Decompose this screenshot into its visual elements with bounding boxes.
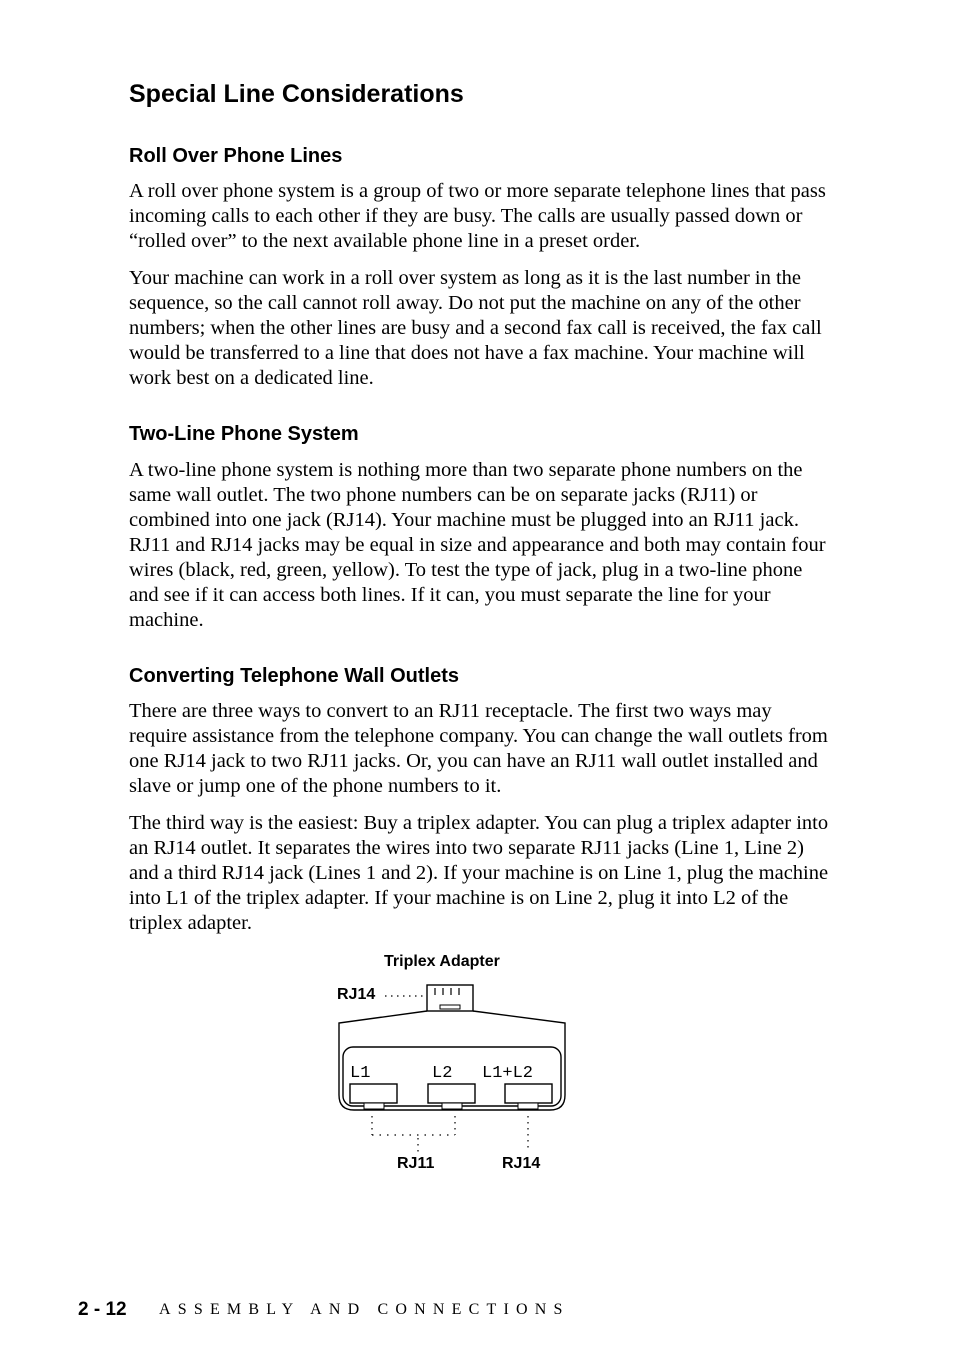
chapter-title: ASSEMBLY AND CONNECTIONS xyxy=(159,1301,570,1318)
jack-l1-l2-icon xyxy=(505,1084,552,1103)
page-title: Special Line Considerations xyxy=(129,80,464,108)
jack-l1-icon xyxy=(350,1084,397,1103)
jack-label-l1: L1 xyxy=(350,1064,371,1083)
jack-label-l2: L2 xyxy=(432,1064,453,1083)
rj14-plug-label: RJ14 xyxy=(337,986,376,1003)
rj11-label: RJ11 xyxy=(397,1155,435,1172)
jack-l2-icon xyxy=(428,1084,475,1103)
paragraph: A two-line phone system is nothing more than two separate phone numbers on the same wall outlet. The two phone numbers can be on separate jacks (RJ11) or combined into one jack (RJ14). Your machine must be plugged into an RJ11 jack. RJ11 and RJ14 jacks may be equal in size and appearance and both may contain four wires (black, red, green, yellow). To test the type of jack, plug in a two-line phone and see if it can access both lines. If it can, you must separate the line for your machine. xyxy=(129,459,826,631)
triplex-adapter-diagram xyxy=(330,980,570,1160)
paragraph: The third way is the easiest: Buy a triplex adapter. You can plug a triplex adapter into an RJ14 outlet. It separates the wires into two separate RJ11 jacks (Line 1, Line 2) and a third RJ14 jack (Lines 1 and 2). If your machine is on Line 1, plug the machine into L1 of the triplex adapter. If your machine is on Line 2, plug it into L2 of the triplex adapter. xyxy=(129,812,829,934)
heading-two-line-phone-system: Two-Line Phone System xyxy=(129,423,359,445)
heading-converting-telephone-wall-outlets: Converting Telephone Wall Outlets xyxy=(129,665,460,687)
paragraph: Your machine can work in a roll over system as long as it is the last number in the sequence, so the call cannot roll away. Do not put the machine on any of the other numbers; when the other lines are busy and a second fax call is received, the fax call would be transferred to a line that does not have a fax machine. Your machine will work best on a dedicated line. xyxy=(129,267,822,389)
figure-title: Triplex Adapter xyxy=(384,953,500,970)
paragraph: A roll over phone system is a group of two or more separate telephone lines that pass incoming calls to each other if they are busy. The calls are usually passed down or “rolled over” to the next available phone line in a preset order. xyxy=(129,180,826,252)
rj14-label: RJ14 xyxy=(502,1155,541,1172)
heading-roll-over-phone-lines: Roll Over Phone Lines xyxy=(129,145,343,167)
paragraph: There are three ways to convert to an RJ11 receptacle. The first two ways may require assistance from the telephone company. You can change the wall outlets from one RJ14 jack to two RJ11 jacks. Or, you can have an RJ11 wall outlet installed and slave or jump one of the phone numbers to it. xyxy=(129,700,828,797)
page-number: 2 - 12 xyxy=(78,1299,127,1320)
jack-label-l1-l2: L1+L2 xyxy=(482,1064,534,1083)
